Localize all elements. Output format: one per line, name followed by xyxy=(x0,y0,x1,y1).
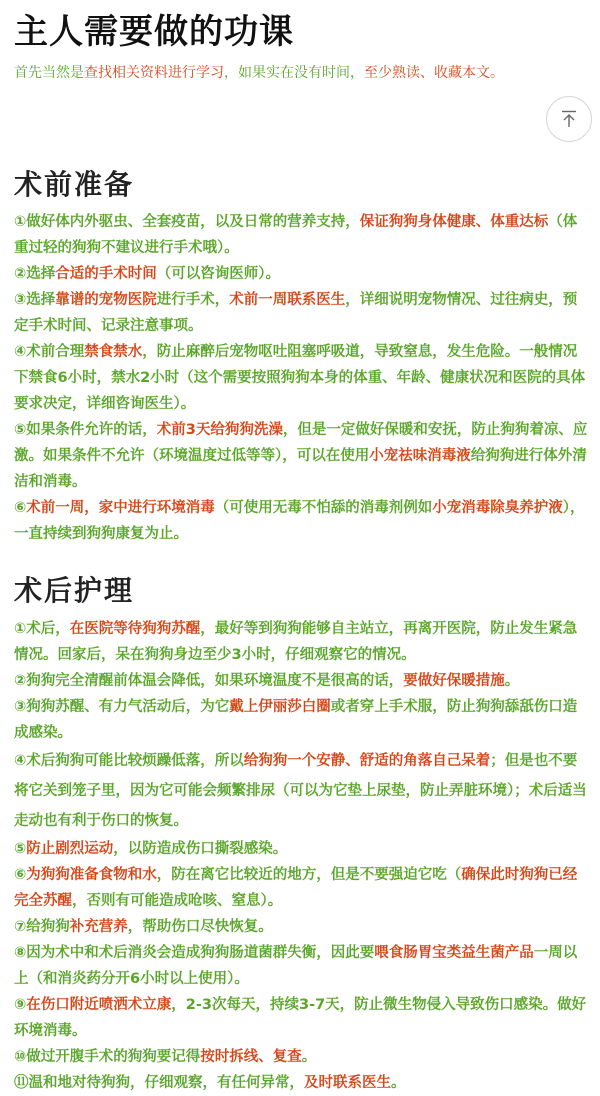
body-text: ⑤如果条件允许的话， xyxy=(14,422,157,438)
body-text: ，否则有可能造成呛咳、窒息）。 xyxy=(72,893,283,909)
body-text: 或者穿上手术服，防止狗狗舔舐伤口造成感染。 xyxy=(14,699,578,741)
highlight-text: 按时拆线、复查 xyxy=(200,1049,302,1065)
section-title-pre-op: 术前准备 xyxy=(14,168,135,201)
highlight-text: 给狗狗一个安静、舒适的角落自己呆着 xyxy=(243,753,491,769)
body-text: ，最好等到狗狗能够自主站立，再离开医院，防止发生紧急情况。回家后，呆在狗狗身边至少3小时，仔细观察它的情况。 xyxy=(14,621,578,663)
body-text: ③选择 xyxy=(14,292,56,308)
list-item xyxy=(14,940,588,992)
highlight-text: 及时联系医生 xyxy=(304,1075,391,1091)
list-item xyxy=(14,694,588,746)
highlight-text: 补充营养 xyxy=(69,919,128,935)
body-text: ③狗狗苏醒、有力气活动后，为它 xyxy=(14,699,230,715)
body-text: ①做好体内外驱虫、全套疫苗，以及日常的营养支持， xyxy=(14,214,360,230)
list-item xyxy=(14,287,588,339)
body-text: 给狗狗进行体外清洁和消毒。 xyxy=(14,448,587,490)
body-text: ⑥ xyxy=(14,867,27,883)
list-item xyxy=(14,417,588,495)
list-item xyxy=(14,1070,588,1096)
list-item xyxy=(14,339,588,417)
body-text: ，详细说明宠物情况、过往病史，预定手术时间、记录注意事项。 xyxy=(14,292,578,334)
highlight-text: 禁食禁水 xyxy=(84,344,143,360)
body-text: ；但是也不要将它关到笼子里，因为它可能会频繁排尿（可以为它垫上尿垫，防止弄脏环境）；术后适当走动也有利于伤口的恢复。 xyxy=(14,753,587,829)
body-text: 进行手术， xyxy=(156,292,230,308)
body-text: ②狗狗完全清醒前体温会降低，如果环境温度不是很高的话， xyxy=(14,673,404,689)
body-text: ，但是一定做好保暖和安抚，防止狗狗着凉、应激。如果条件不允许（环境温度过低等等），可以在使用 xyxy=(14,422,588,464)
highlight-text: 确保此时狗狗已经完全苏醒 xyxy=(14,867,578,909)
list-item xyxy=(14,668,588,694)
body-text: （可以咨询医师）。 xyxy=(156,266,281,282)
highlight-text: 术前一周，家中进行环境消毒 xyxy=(26,500,215,516)
page-title: 主人需要做的功课 xyxy=(14,12,294,52)
body-text: 。 xyxy=(391,1075,406,1091)
highlight-text: 要做好保暖措施 xyxy=(403,673,505,689)
highlight-text: 保证狗狗身体健康、体重达标 xyxy=(359,214,549,230)
list-item xyxy=(14,495,588,547)
intro-paragraph xyxy=(14,62,586,84)
body-text: （体重过轻的狗狗不建议进行手术哦）。 xyxy=(14,214,578,256)
body-text: 一周以上（和消炎药分开6小时以上使用）。 xyxy=(14,945,578,987)
highlight-text: 小宠消毒除臭养护液 xyxy=(432,500,563,516)
highlight-text: 喂食肠胃宝类益生菌产品 xyxy=(374,945,534,961)
list-item xyxy=(14,992,588,1044)
highlight-text: 术前3天给狗狗洗澡 xyxy=(156,422,283,438)
section-title-post-op: 术后护理 xyxy=(14,574,135,607)
list-item xyxy=(14,862,588,914)
body-text: 首先当然是 xyxy=(14,65,84,81)
body-text: ⑤ xyxy=(14,841,27,857)
highlight-text: 查找相关资料进行学习 xyxy=(84,65,224,81)
back-to-top-button[interactable] xyxy=(546,96,592,142)
list-item xyxy=(14,616,588,668)
body-text: ⑦给狗狗 xyxy=(14,919,70,935)
body-text: ，防止麻醉后宠物呕吐阻塞呼吸道，导致窒息，发生危险。一般情况下禁食6小时，禁水2小时（这个需要按照狗狗本身的体重、年龄、健康状况和医院的具体要求决定，详细咨询医生）。 xyxy=(14,344,586,412)
body-text: ，帮助伤口尽快恢复。 xyxy=(127,919,273,935)
post-op-list xyxy=(14,616,588,1096)
highlight-text: 防止剧烈运动 xyxy=(26,841,114,857)
list-item xyxy=(14,209,588,261)
body-text: ），一直持续到狗狗康复为止。 xyxy=(14,500,585,542)
arrow-up-to-line-icon xyxy=(559,109,579,129)
list-item xyxy=(14,746,588,836)
pre-op-list xyxy=(14,209,588,547)
list-item xyxy=(14,261,588,287)
highlight-text: 在医院等待狗狗苏醒 xyxy=(69,621,201,637)
body-text: ，防在离它比较近的地方，但是不要强迫它吃（ xyxy=(156,867,462,883)
highlight-text: 在伤口附近喷洒术立康 xyxy=(26,997,172,1013)
highlight-text: 为狗狗准备食物和水 xyxy=(26,867,157,883)
body-text: ⑧因为术中和术后消炎会造成狗狗肠道菌群失衡，因此要 xyxy=(14,945,375,961)
body-text: ⑪温和地对待狗狗，仔细观察，有任何异常， xyxy=(14,1075,304,1091)
body-text: ，2-3次每天，持续3-7天，防止微生物侵入导致伤口感染。做好环境消毒。 xyxy=(14,997,587,1039)
highlight-text: 靠谱的宠物医院 xyxy=(55,292,157,308)
body-text: ⑩做过开腹手术的狗狗要记得 xyxy=(14,1049,201,1065)
body-text: （可使用无毒不怕舔的消毒剂例如 xyxy=(214,500,433,516)
highlight-text: 戴上伊丽莎白圈 xyxy=(229,699,331,715)
highlight-text: 至少熟读、收藏本文。 xyxy=(364,65,504,81)
body-text: ④术后狗狗可能比较烦躁低落，所以 xyxy=(14,753,244,769)
highlight-text: 小宠祛味消毒液 xyxy=(369,448,471,464)
body-text: ①术后， xyxy=(14,621,70,637)
body-text: 。 xyxy=(504,673,520,689)
body-text: ⑥ xyxy=(14,500,27,516)
body-text: ⑨ xyxy=(14,997,27,1013)
highlight-text: 术前一周联系医生 xyxy=(229,292,346,308)
body-text: ，以防造成伤口撕裂感染。 xyxy=(113,841,288,857)
body-text: 。 xyxy=(301,1049,317,1065)
list-item xyxy=(14,836,588,862)
highlight-text: 合适的手术时间 xyxy=(55,266,157,282)
list-item xyxy=(14,914,588,940)
body-text: ，如果实在没有时间， xyxy=(224,65,364,81)
body-text: ②选择 xyxy=(14,266,56,282)
body-text: ④术前合理 xyxy=(14,344,85,360)
list-item xyxy=(14,1044,588,1070)
